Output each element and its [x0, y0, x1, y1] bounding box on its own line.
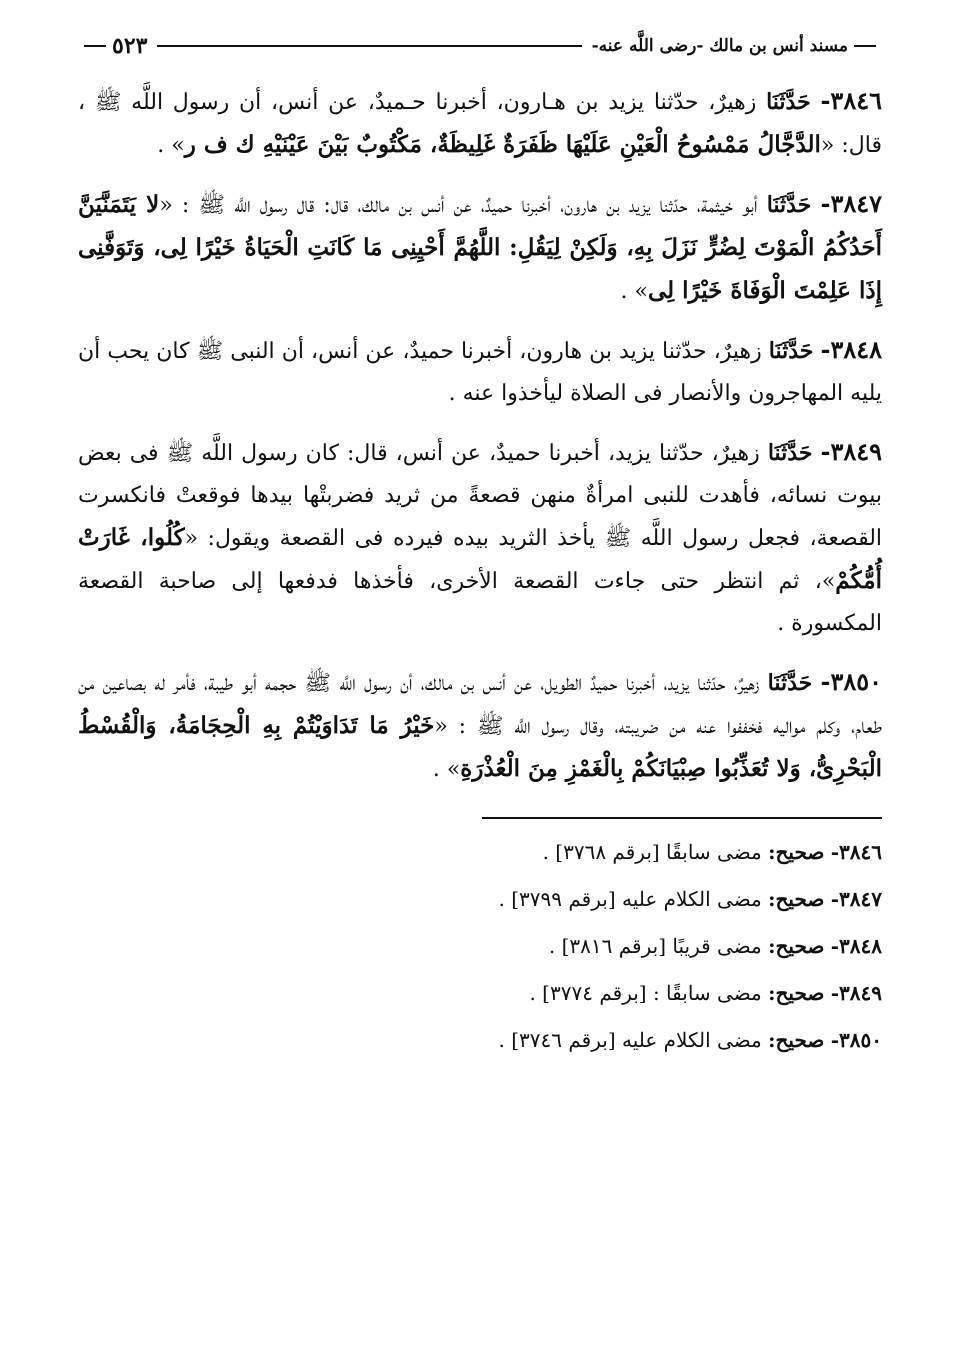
hadith-number: ٣٨٤٧- — [820, 189, 883, 218]
hadith-quote: لا يَتَمَنَّيَنَّ أَحَدُكُمُ الْمَوْتَ لِضُرٍّ نَزَلَ بِهِ، وَلَكِنْ لِيَقُلِ: اللَّهُمَّ أَحْيِنِى مَا كَانَتِ الْحَيَاةُ خَيْرًا لِى، وَتَوَفَّنِى إِذَا عَلِمْتَ الْوَفَاةَ خَيْرًا لِى — [78, 191, 882, 304]
header-dash — [854, 45, 876, 47]
hadith-number: ٣٨٤٨- — [820, 335, 882, 364]
page — [78, 30, 882, 1325]
footnote-grade: صحيح: — [768, 1028, 825, 1052]
hadith-quote: خَيْرُ مَا تَدَاوَيْتُمْ بِهِ الْحِجَامَةُ، وَالْقُسْطُ الْبَحْرِىُّ، وَلا تُعَذِّبُوا صِبْيَانَكُمْ بِالْغَمْزِ مِنَ الْعُذْرَةِ — [78, 712, 882, 782]
hadith-opening: حَدَّثَنَا — [767, 440, 813, 466]
hadith-text-end: » . — [432, 757, 461, 782]
footnotes-list — [78, 829, 882, 1064]
footnote-number: ٣٨٤٨- — [830, 934, 882, 958]
footnote-item — [78, 876, 882, 923]
hadith-opening: حَدَّثَنَا — [766, 192, 812, 218]
footnote-grade: صحيح: — [768, 840, 825, 864]
footnote-grade: صحيح: — [768, 981, 825, 1005]
footnote-number: ٣٨٤٦- — [830, 840, 882, 864]
footnote-number: ٣٨٤٧- — [830, 887, 882, 911]
footnote-item — [78, 923, 882, 970]
hadith-paragraph — [78, 661, 882, 791]
hadith-text: زهيرٌ، حدّثنا يزيد، أخبرنا حميدٌ، عن أنس، قال: كان رسول اللَّه ﷺ فى بعض بيوت نسائه، فأهدت للنبى امرأةٌ منهن قصعةً من ثريد فضربتْها بيدها فوقعتْ فانكسرت القصعة، فجعل رسول اللَّه ﷺ يأخذ الثريد بيده فيرده فى القصعة ويقول: « — [78, 441, 883, 551]
running-header — [78, 30, 882, 62]
header-dash — [84, 45, 106, 47]
hadith-text: زهيرٌ، حدّثنا يزيد بن هـارون، أخبرنا حـميدٌ، عن أنس، أن رسول اللَّه ﷺ ، قال: « — [78, 90, 882, 158]
hadith-quote: كُلُوا، غَارَتْ أُمُّكُمْ — [78, 524, 882, 594]
header-rule — [157, 45, 581, 47]
footnote-item — [78, 1017, 882, 1064]
footnote-divider — [482, 817, 882, 819]
hadith-opening: حَدَّثَنَا — [767, 670, 813, 696]
footnote-text: مضى قريبًا [برقم ٣٨١٦] . — [548, 934, 769, 958]
hadith-number: ٣٨٤٦- — [820, 86, 882, 115]
footnote-grade: صحيح: — [768, 934, 825, 958]
hadith-text-end: »، ثم انتظر حتى جاءت القصعة الأخرى، فأخذها فدفعها إلى صاحبة القصعة المكسورة . — [78, 569, 882, 636]
footnote-number: ٣٨٤٩- — [830, 981, 882, 1005]
footnote-grade: صحيح: — [768, 887, 825, 911]
footnote-text: مضى الكلام عليه [برقم ٣٧٩٩] . — [498, 887, 769, 911]
footnote-item — [78, 970, 882, 1017]
hadith-paragraph — [78, 80, 882, 167]
hadith-text: أبو خيثمة، حدّثنا يزيد بن هارون، أخبرنا حميدٌ، عن أنس بن مالك، قال: قال رسول اللَّه ﷺ : « — [159, 193, 767, 218]
hadith-number: ٣٨٤٩- — [820, 437, 883, 466]
hadith-opening: حَدَّثَنَا — [766, 89, 811, 115]
footnote-item — [78, 829, 882, 876]
hadith-paragraph — [78, 431, 882, 645]
book-title: مسند أنس بن مالك -رضى اللَّه عنه- — [591, 36, 848, 56]
hadith-number: ٣٨٥٠- — [820, 667, 882, 696]
footnote-text: مضى الكلام عليه [برقم ٣٧٤٦] . — [498, 1028, 769, 1052]
hadith-quote: الدَّجَّالُ مَمْسُوحُ الْعَيْنِ عَلَيْهَا ظَفَرَةٌ غَلِيظَةٌ، مَكْتُوبٌ بَيْنَ عَيْنَيْهِ ك ف ر — [184, 131, 821, 158]
hadith-opening: حَدَّثَنَا — [768, 338, 814, 364]
hadith-paragraph — [78, 183, 882, 313]
footnote-number: ٣٨٥٠- — [830, 1028, 882, 1052]
footnote-text: مضى سابقًا : [برقم ٣٧٧٤] . — [529, 981, 769, 1005]
hadith-paragraph — [78, 329, 882, 415]
footnote-text: مضى سابقًا [برقم ٣٧٦٨] . — [542, 840, 769, 864]
page-number: ٥٢٣ — [112, 33, 148, 59]
hadith-text-end: » . — [620, 279, 648, 304]
hadith-text-end: » . — [157, 133, 185, 158]
hadith-text: زهيرٌ، حدّثنا يزيد، أخبرنا حميدٌ الطويل، عن أنس بن مالك، أن رسول اللَّه ﷺ حجمه أبو طيبة، فأمر له بصاعين من طعام، وكلم مواليه فخففوا عنه من ضريبته، وقال رسول اللَّه ﷺ : « — [78, 671, 882, 739]
hadith-text: زهيرٌ، حدّثنا يزيد بن هارون، أخبرنا حميدٌ، عن أنس، أن النبى ﷺ كان يحب أن يليه المهاجرون والأنصار فى الصلاة ليأخذوا عنه . — [78, 339, 882, 406]
